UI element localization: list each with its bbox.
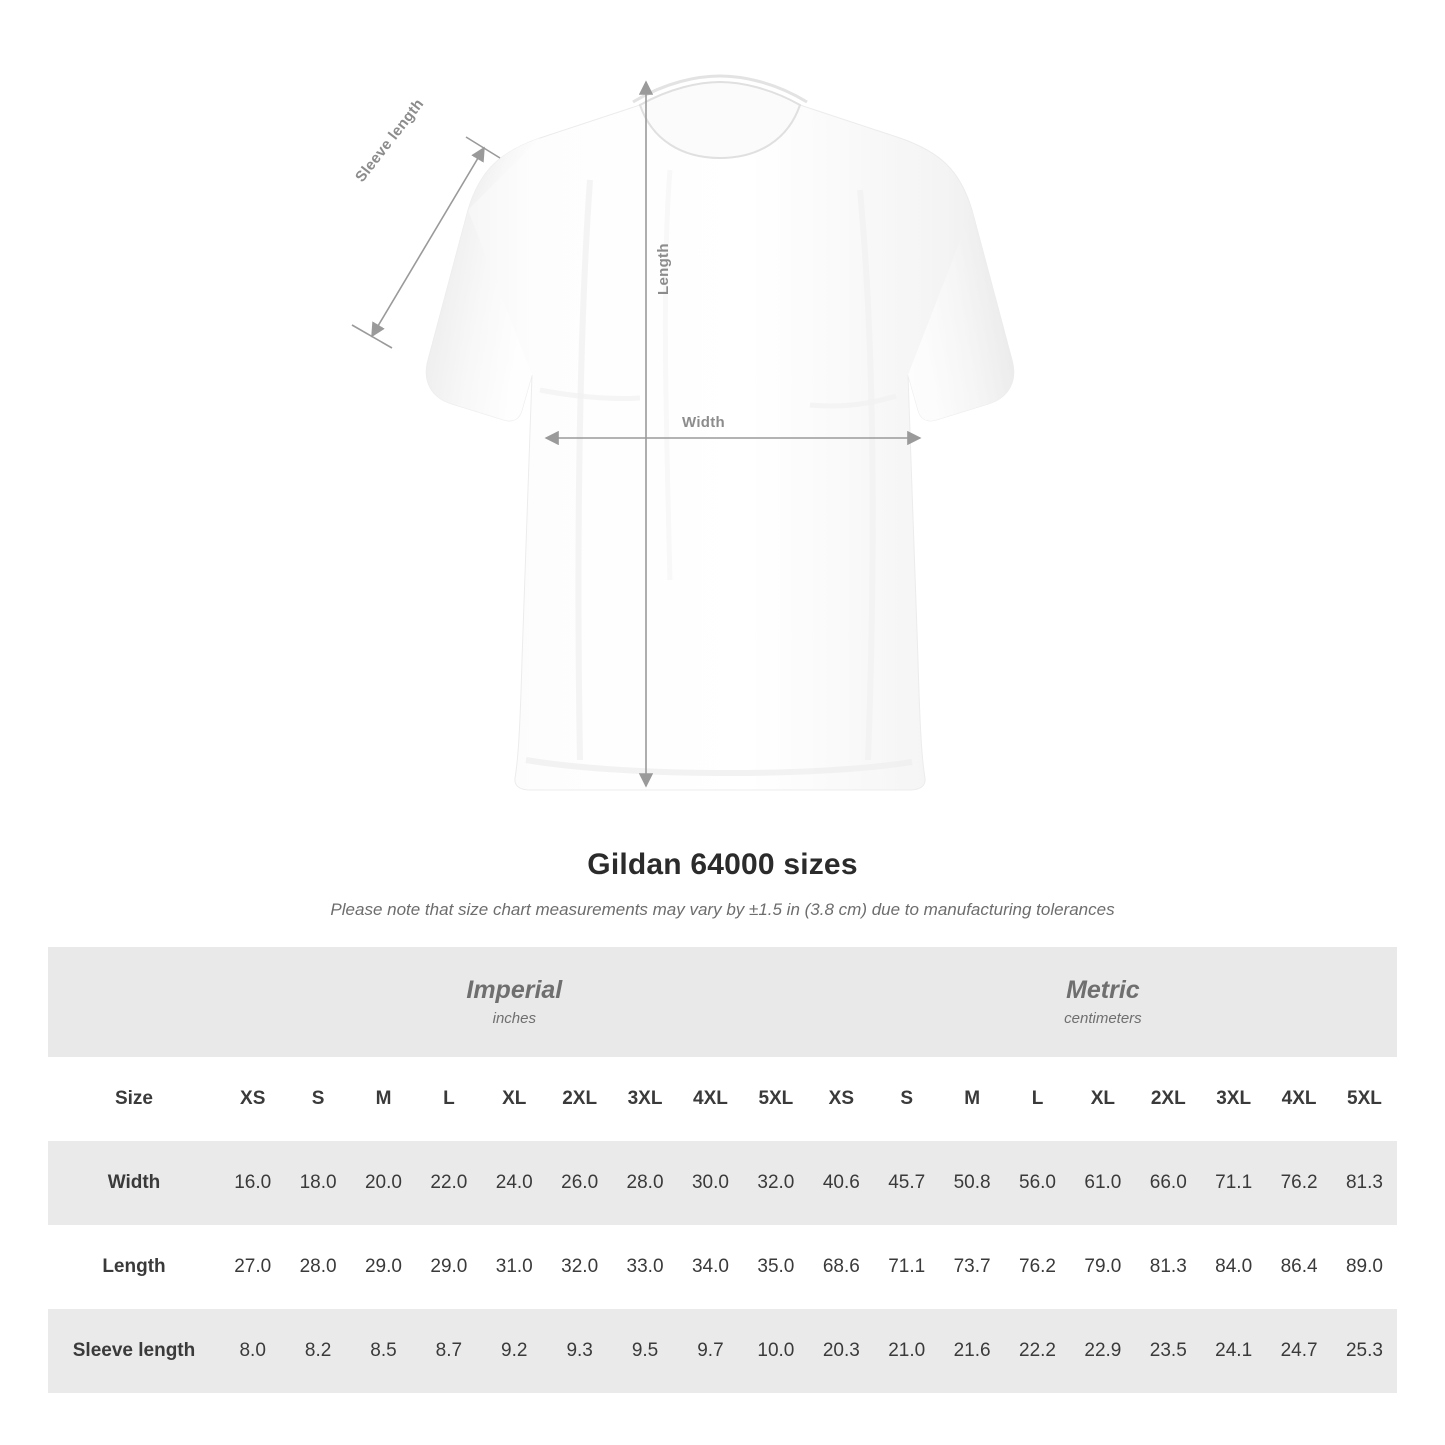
cell-sleeve-metric-xl: 22.9: [1070, 1309, 1135, 1393]
size-header-imperial-xl: XL: [482, 1057, 547, 1141]
size-header-row: [48, 1057, 1397, 1141]
size-header-metric-xl: XL: [1070, 1057, 1135, 1141]
cell-sleeve-metric-4xl: 24.7: [1266, 1309, 1331, 1393]
cell-width-metric-3xl: 71.1: [1201, 1141, 1266, 1225]
cell-width-imperial-m: 20.0: [351, 1141, 416, 1225]
cell-width-metric-xs: 40.6: [809, 1141, 874, 1225]
cell-sleeve-metric-s: 21.0: [874, 1309, 939, 1393]
unit-metric-name: Metric: [1066, 975, 1140, 1004]
unit-imperial-name: Imperial: [466, 975, 563, 1004]
cell-width-imperial-xl: 24.0: [482, 1141, 547, 1225]
row-label-width: Width: [48, 1141, 220, 1225]
size-header-imperial-s: S: [285, 1057, 350, 1141]
cell-width-metric-s: 45.7: [874, 1141, 939, 1225]
unit-imperial-sub: inches: [492, 1010, 536, 1028]
size-header-metric-4xl: 4XL: [1266, 1057, 1331, 1141]
cell-length-imperial-s: 28.0: [285, 1225, 350, 1309]
cell-width-imperial-5xl: 32.0: [743, 1141, 809, 1225]
size-header-metric-s: S: [874, 1057, 939, 1141]
cell-sleeve-imperial-l: 8.7: [416, 1309, 481, 1393]
cell-sleeve-metric-2xl: 23.5: [1136, 1309, 1201, 1393]
cell-length-metric-4xl: 86.4: [1266, 1225, 1331, 1309]
cell-width-metric-4xl: 76.2: [1266, 1141, 1331, 1225]
size-header-imperial-l: L: [416, 1057, 481, 1141]
unit-imperial-cell: [220, 947, 809, 1057]
size-header-metric-5xl: 5XL: [1332, 1057, 1397, 1141]
unit-metric-sub: centimeters: [1064, 1010, 1142, 1028]
cell-sleeve-imperial-xs: 8.0: [220, 1309, 285, 1393]
size-header-imperial-5xl: 5XL: [743, 1057, 809, 1141]
cell-length-metric-5xl: 89.0: [1332, 1225, 1397, 1309]
cell-length-imperial-l: 29.0: [416, 1225, 481, 1309]
cell-width-metric-m: 50.8: [939, 1141, 1004, 1225]
cell-sleeve-metric-5xl: 25.3: [1332, 1309, 1397, 1393]
title-block: [0, 848, 1445, 920]
cell-length-metric-2xl: 81.3: [1136, 1225, 1201, 1309]
cell-length-imperial-3xl: 33.0: [612, 1225, 677, 1309]
size-header-imperial-xs: XS: [220, 1057, 285, 1141]
cell-length-imperial-xl: 31.0: [482, 1225, 547, 1309]
tolerance-note: Please note that size chart measurements may vary by ±1.5 in (3.8 cm) due to manufacturing tolerances: [330, 900, 1115, 919]
cell-sleeve-imperial-3xl: 9.5: [612, 1309, 677, 1393]
cell-length-metric-3xl: 84.0: [1201, 1225, 1266, 1309]
cell-sleeve-imperial-2xl: 9.3: [547, 1309, 612, 1393]
cell-sleeve-metric-l: 22.2: [1005, 1309, 1070, 1393]
page-title: Gildan 64000 sizes: [587, 848, 858, 881]
size-header-metric-m: M: [939, 1057, 1004, 1141]
cell-width-imperial-s: 18.0: [285, 1141, 350, 1225]
cell-length-metric-l: 76.2: [1005, 1225, 1070, 1309]
sleeve-length-label: Sleeve length: [352, 95, 428, 186]
cell-width-imperial-3xl: 28.0: [612, 1141, 677, 1225]
cell-width-metric-l: 56.0: [1005, 1141, 1070, 1225]
cell-sleeve-metric-m: 21.6: [939, 1309, 1004, 1393]
cell-width-imperial-l: 22.0: [416, 1141, 481, 1225]
table-row: [48, 1309, 1397, 1393]
cell-width-metric-2xl: 66.0: [1136, 1141, 1201, 1225]
table-row: [48, 1225, 1397, 1309]
cell-sleeve-imperial-4xl: 9.7: [678, 1309, 743, 1393]
size-header-imperial-m: M: [351, 1057, 416, 1141]
size-table: [48, 947, 1397, 1393]
unit-metric-cell: [809, 947, 1398, 1057]
unit-header-row: [48, 947, 1397, 1057]
cell-length-metric-m: 73.7: [939, 1225, 1004, 1309]
cell-width-imperial-xs: 16.0: [220, 1141, 285, 1225]
cell-width-imperial-2xl: 26.0: [547, 1141, 612, 1225]
cell-length-imperial-4xl: 34.0: [678, 1225, 743, 1309]
length-label: Length: [655, 243, 672, 295]
cell-sleeve-metric-xs: 20.3: [809, 1309, 874, 1393]
size-table-wrapper: [48, 947, 1397, 1393]
size-header-metric-3xl: 3XL: [1201, 1057, 1266, 1141]
cell-sleeve-imperial-s: 8.2: [285, 1309, 350, 1393]
cell-length-imperial-xs: 27.0: [220, 1225, 285, 1309]
cell-length-metric-xs: 68.6: [809, 1225, 874, 1309]
cell-length-imperial-5xl: 35.0: [743, 1225, 809, 1309]
size-header-label: Size: [48, 1057, 220, 1141]
size-header-imperial-4xl: 4XL: [678, 1057, 743, 1141]
cell-width-imperial-4xl: 30.0: [678, 1141, 743, 1225]
width-label: Width: [682, 414, 726, 431]
cell-width-metric-5xl: 81.3: [1332, 1141, 1397, 1225]
size-header-metric-xs: XS: [809, 1057, 874, 1141]
cell-sleeve-imperial-5xl: 10.0: [743, 1309, 809, 1393]
row-label-sleeve-length: Sleeve length: [48, 1309, 220, 1393]
row-label-length: Length: [48, 1225, 220, 1309]
cell-sleeve-imperial-m: 8.5: [351, 1309, 416, 1393]
size-header-metric-2xl: 2XL: [1136, 1057, 1201, 1141]
table-row: [48, 1141, 1397, 1225]
cell-sleeve-metric-3xl: 24.1: [1201, 1309, 1266, 1393]
size-header-metric-l: L: [1005, 1057, 1070, 1141]
unit-corner-cell: [48, 947, 220, 1057]
size-header-imperial-3xl: 3XL: [612, 1057, 677, 1141]
cell-length-imperial-m: 29.0: [351, 1225, 416, 1309]
cell-sleeve-imperial-xl: 9.2: [482, 1309, 547, 1393]
cell-length-imperial-2xl: 32.0: [547, 1225, 612, 1309]
size-header-imperial-2xl: 2XL: [547, 1057, 612, 1141]
cell-length-metric-xl: 79.0: [1070, 1225, 1135, 1309]
cell-width-metric-xl: 61.0: [1070, 1141, 1135, 1225]
cell-length-metric-s: 71.1: [874, 1225, 939, 1309]
